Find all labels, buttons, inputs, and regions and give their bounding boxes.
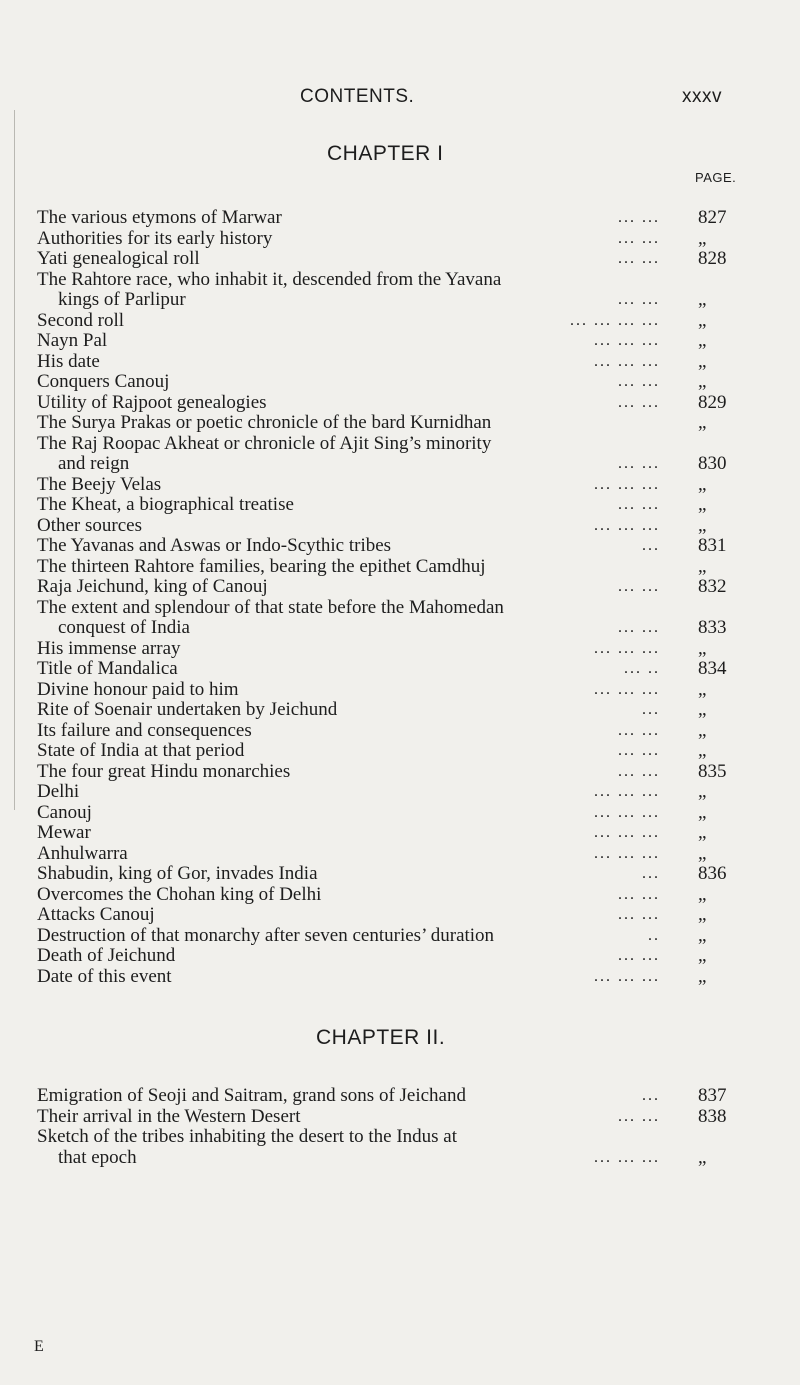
toc-entry-line <box>0 229 800 250</box>
toc-entry-text: The extent and splendour of that state before the Mahomedan <box>37 596 504 618</box>
toc-entry <box>0 270 800 311</box>
leader-dots: ... ... <box>618 209 660 226</box>
toc-entry-text: Rite of Soenair undertaken by Jeichund <box>37 699 338 720</box>
toc-entry-line <box>0 495 800 516</box>
toc-page-number: „ <box>698 514 707 536</box>
toc-entry-text: His date <box>37 350 100 372</box>
leader-dots: ... ... <box>618 496 660 513</box>
toc-entry <box>0 495 800 516</box>
toc-entry <box>0 926 800 947</box>
toc-entry-text: that epoch <box>58 1146 137 1168</box>
toc-entry-text: Date of this event <box>37 965 172 987</box>
toc-entry-text: kings of Parlipur <box>58 289 186 310</box>
toc-entry <box>0 577 800 598</box>
toc-entry-line <box>0 516 800 537</box>
toc-entry-text: Second roll <box>37 309 125 331</box>
toc-entry-line <box>0 803 800 824</box>
toc-page-number: „ <box>698 740 707 761</box>
toc-entry <box>0 598 800 639</box>
toc-entry <box>0 557 800 578</box>
toc-page-number: „ <box>698 822 707 843</box>
leader-dots: ... <box>642 537 660 554</box>
toc-page-number: „ <box>698 904 707 925</box>
toc-page-number: „ <box>698 678 707 700</box>
toc-entry-line <box>0 1148 800 1169</box>
toc-entry-line <box>0 782 800 803</box>
leader-dots: ... ... ... <box>594 680 660 698</box>
toc-entry-text: State of India at that period <box>37 740 245 761</box>
toc-entry <box>0 946 800 967</box>
toc-entry-line <box>0 413 800 434</box>
toc-entry-line <box>0 208 800 229</box>
toc-entry-line <box>0 967 800 988</box>
toc-entry-line <box>0 1086 800 1107</box>
toc-entry-line <box>0 536 800 557</box>
toc-entry-text: Delhi <box>37 781 80 802</box>
toc-entry <box>0 741 800 762</box>
leader-dots: ... ... <box>618 906 660 923</box>
toc-page-number: 834 <box>698 658 727 679</box>
toc-entry-line <box>0 762 800 783</box>
toc-entry-line <box>0 270 800 291</box>
toc-entry <box>0 1086 800 1107</box>
toc-page-number: 830 <box>698 453 727 474</box>
leader-dots: ... ... <box>618 721 660 739</box>
toc-entry <box>0 905 800 926</box>
leader-dots: ... ... ... <box>594 475 660 493</box>
toc-entry <box>0 721 800 742</box>
toc-entry <box>0 885 800 906</box>
leader-dots: ... ... ... <box>594 516 660 534</box>
toc-entry <box>0 516 800 537</box>
toc-entry-line <box>0 1127 800 1148</box>
toc-entry-line <box>0 311 800 332</box>
toc-entry <box>0 823 800 844</box>
leader-dots: ... ... ... <box>594 352 660 370</box>
page-column-label: PAGE. <box>695 170 737 185</box>
toc-entry-text: The Raj Roopac Akheat or chronicle of Ajit Sing’s minority <box>37 432 492 454</box>
leader-dots: ... ... <box>618 742 660 759</box>
toc-entry-line <box>0 680 800 701</box>
leader-dots: ... ... <box>618 947 660 964</box>
toc-page-number: 835 <box>698 760 727 782</box>
toc-entry-line <box>0 823 800 844</box>
toc-entry-text: Raja Jeichund, king of Canouj <box>37 576 268 597</box>
toc-page-number: „ <box>698 309 707 331</box>
leader-dots: ... ... <box>618 1107 660 1125</box>
toc-entry-text: conquest of India <box>58 617 190 638</box>
leader-dots: ... ... <box>618 885 660 903</box>
toc-entry <box>0 762 800 783</box>
toc-page-number: „ <box>698 924 707 946</box>
toc-entry-text: Nayn Pal <box>37 330 108 351</box>
leader-dots: ... ... ... <box>594 639 660 657</box>
toc-page-number: „ <box>698 1146 707 1168</box>
leader-dots: ... <box>642 1087 660 1104</box>
toc-page-number: „ <box>698 289 707 310</box>
toc-page-number: 827 <box>698 207 727 228</box>
toc-entry <box>0 967 800 988</box>
chapter-1-heading: CHAPTER I <box>327 142 444 165</box>
toc-entry <box>0 229 800 250</box>
leader-dots: ... ... <box>618 619 660 636</box>
toc-entry-text: The Beejy Velas <box>37 473 162 495</box>
toc-entry <box>0 536 800 557</box>
toc-entry-text: Death of Jeichund <box>37 945 176 966</box>
toc-entry-text: Divine honour paid to him <box>37 678 239 700</box>
toc-entry <box>0 1107 800 1128</box>
toc-page-number: „ <box>698 555 707 577</box>
toc-entry <box>0 434 800 475</box>
toc-page-number: 833 <box>698 617 727 638</box>
toc-entry-line <box>0 1107 800 1128</box>
toc-entry-line <box>0 352 800 373</box>
toc-entry <box>0 311 800 332</box>
toc-entry-line <box>0 864 800 885</box>
leader-dots: ... ... ... <box>594 332 660 349</box>
toc-entry-text: The Surya Prakas or poetic chronicle of the bard Kurnidhan <box>37 412 492 433</box>
leader-dots: ... ... <box>618 762 660 780</box>
toc-entry-text: and reign <box>58 453 130 474</box>
leader-dots: ... ... <box>618 455 660 472</box>
toc-entry-line <box>0 434 800 455</box>
toc-entry <box>0 700 800 721</box>
toc-page-number: 838 <box>698 1105 727 1127</box>
toc-entry-text: The Kheat, a biographical treatise <box>37 494 294 515</box>
leader-dots: ... ... ... <box>594 844 660 862</box>
toc-entry <box>0 208 800 229</box>
toc-entry-text: The Yavanas and Aswas or Indo-Scythic tribes <box>37 535 392 556</box>
toc-entry-line <box>0 885 800 906</box>
leader-dots: ... ... ... <box>594 967 660 985</box>
toc-entry <box>0 659 800 680</box>
toc-entry-line <box>0 659 800 680</box>
toc-entry-line <box>0 741 800 762</box>
toc-entry <box>0 803 800 824</box>
leader-dots: ... <box>642 865 660 882</box>
toc-entry-text: Mewar <box>37 822 91 843</box>
toc-entry-text: The Rahtore race, who inhabit it, descended from the Yavana <box>37 268 502 290</box>
toc-entry-text: The various etymons of Marwar <box>37 207 282 228</box>
toc-page-number: „ <box>698 637 707 659</box>
toc-entry-line <box>0 577 800 598</box>
toc-entry-line <box>0 598 800 619</box>
leader-dots: ... ... <box>618 578 660 595</box>
toc-entry-text: Yati genealogical roll <box>37 248 200 269</box>
chapter-2-heading: CHAPTER II. <box>316 1026 446 1049</box>
toc-entry-text: Overcomes the Chohan king of Delhi <box>37 883 322 905</box>
toc-page-number: „ <box>698 473 707 495</box>
toc-page-number: „ <box>698 330 707 351</box>
toc-entry <box>0 844 800 865</box>
toc-entry-line <box>0 372 800 393</box>
toc-page-number: 832 <box>698 576 727 597</box>
toc-entry-line <box>0 721 800 742</box>
page-folio: xxxv <box>682 86 722 107</box>
leader-dots: ... ... <box>618 373 660 390</box>
toc-chapter-2 <box>0 1086 800 1168</box>
leader-dots: ... ... ... <box>594 803 660 821</box>
toc-entry-line <box>0 639 800 660</box>
toc-entry-text: Anhulwarra <box>37 842 128 864</box>
toc-entry-text: The four great Hindu monarchies <box>37 760 291 782</box>
toc-page-number: „ <box>698 412 707 433</box>
toc-entry-text: Title of Mandalica <box>37 658 178 679</box>
toc-entry-text: Utility of Rajpoot genealogies <box>37 391 267 413</box>
leader-dots: ... ... <box>618 393 660 411</box>
toc-entry <box>0 249 800 270</box>
toc-page-number: 836 <box>698 863 727 884</box>
printer-signature-mark: E <box>34 1338 44 1355</box>
leader-dots: ... ... <box>618 250 660 267</box>
leader-dots: ... ... ... <box>594 1148 660 1166</box>
toc-entry-line <box>0 393 800 414</box>
toc-entry <box>0 331 800 352</box>
toc-entry-text: Authorities for its early history <box>37 227 273 249</box>
toc-page-number: 837 <box>698 1085 727 1106</box>
toc-entry-line <box>0 331 800 352</box>
toc-entry <box>0 475 800 496</box>
toc-chapter-1 <box>0 208 800 987</box>
toc-page-number: „ <box>698 945 707 966</box>
toc-entry-text: Sketch of the tribes inhabiting the desert to the Indus at <box>37 1126 458 1147</box>
toc-entry-text: Other sources <box>37 514 142 536</box>
toc-entry-line <box>0 454 800 475</box>
toc-entry <box>0 864 800 885</box>
toc-page-number: „ <box>698 965 707 987</box>
toc-entry <box>0 393 800 414</box>
toc-entry-line <box>0 844 800 865</box>
leader-dots: ... ... <box>618 229 660 247</box>
toc-entry-text: Its failure and consequences <box>37 719 252 741</box>
toc-page-number: „ <box>698 801 707 823</box>
toc-entry-line <box>0 475 800 496</box>
running-head-title: CONTENTS. <box>300 86 415 107</box>
leader-dots: ... <box>642 701 660 718</box>
toc-page-number: „ <box>698 842 707 864</box>
toc-entry-text: Canouj <box>37 801 92 823</box>
toc-page-number: „ <box>698 883 707 905</box>
toc-entry-line <box>0 905 800 926</box>
toc-entry-line <box>0 249 800 270</box>
toc-page-number: „ <box>698 719 707 741</box>
toc-entry <box>0 782 800 803</box>
toc-entry-line <box>0 557 800 578</box>
leader-dots: ... .. <box>624 660 660 677</box>
toc-entry <box>0 352 800 373</box>
toc-entry <box>0 680 800 701</box>
toc-entry <box>0 372 800 393</box>
toc-page-number: 829 <box>698 391 727 413</box>
toc-page-number: „ <box>698 494 707 515</box>
toc-page-number: „ <box>698 371 707 392</box>
toc-page-number: „ <box>698 350 707 372</box>
toc-entry-text: His immense array <box>37 637 181 659</box>
toc-entry-line <box>0 290 800 311</box>
toc-entry-line <box>0 700 800 721</box>
toc-entry <box>0 413 800 434</box>
toc-entry-line <box>0 618 800 639</box>
toc-page-number: 831 <box>698 535 727 556</box>
toc-entry-text: Emigration of Seoji and Saitram, grand sons of Jeichand <box>37 1085 466 1106</box>
leader-dots: ... ... <box>618 291 660 308</box>
toc-entry-line <box>0 926 800 947</box>
leader-dots: ... ... ... <box>594 824 660 841</box>
leader-dots: ... ... ... <box>594 783 660 800</box>
toc-entry-text: Shabudin, king of Gor, invades India <box>37 863 318 884</box>
toc-entry-text: Their arrival in the Western Desert <box>37 1105 301 1127</box>
toc-entry-line <box>0 946 800 967</box>
leader-dots: ... ... ... ... <box>570 311 660 329</box>
toc-entry-text: Destruction of that monarchy after seven centuries’ duration <box>37 924 495 946</box>
toc-page-number: 828 <box>698 248 727 269</box>
toc-page-number: „ <box>698 781 707 802</box>
toc-entry <box>0 639 800 660</box>
toc-entry-text: Conquers Canouj <box>37 371 170 392</box>
toc-entry <box>0 1127 800 1168</box>
toc-entry-text: The thirteen Rahtore families, bearing the epithet Camdhuj <box>37 555 486 577</box>
toc-page-number: „ <box>698 699 707 720</box>
leader-dots: .. <box>648 926 660 944</box>
toc-page-number: „ <box>698 227 707 249</box>
toc-entry-text: Attacks Canouj <box>37 904 155 925</box>
